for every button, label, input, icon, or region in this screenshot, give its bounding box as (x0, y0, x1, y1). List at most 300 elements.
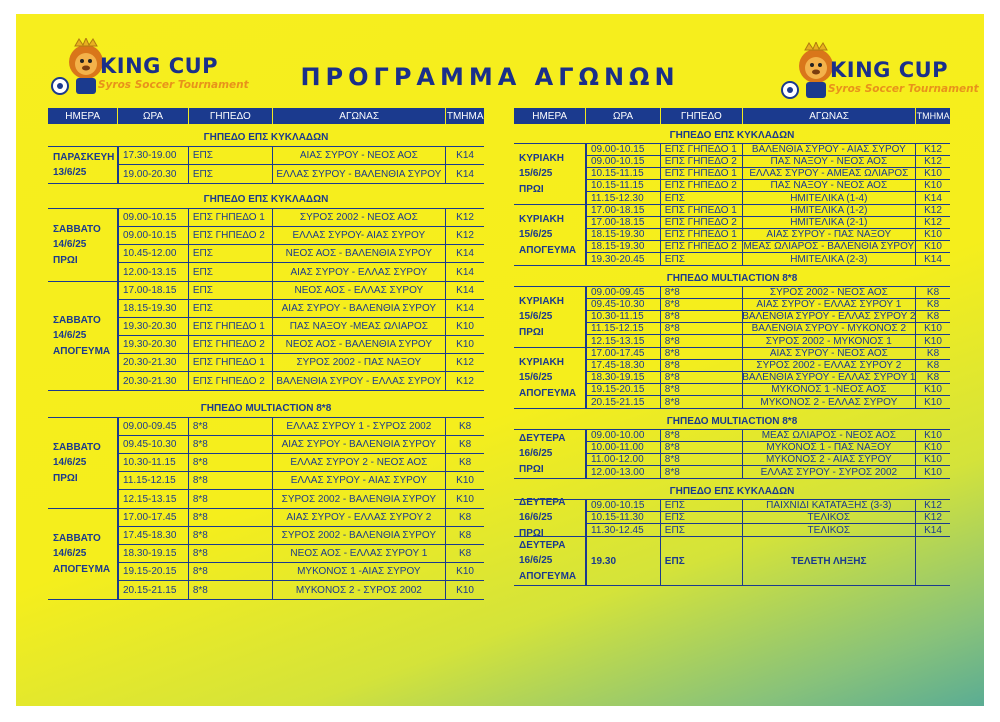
day-line: 14/6/25 (53, 548, 87, 560)
field-cell: 8*8 (189, 490, 273, 508)
field-cell: ΕΠΣ (661, 500, 743, 511)
division-cell: Κ10 (924, 229, 942, 240)
division-cell: Κ10 (456, 584, 474, 596)
time-cell: 20.30-21.30 (119, 354, 189, 371)
division-cell: Κ8 (926, 299, 940, 310)
match-rows (586, 348, 950, 408)
match-rows (586, 430, 950, 478)
day-block (48, 509, 484, 600)
division-cell: Κ14 (924, 524, 942, 536)
time-cell: 09.45-10.30 (119, 436, 189, 453)
division-cell: Κ8 (458, 439, 472, 450)
match-row (586, 205, 950, 217)
table-header (514, 108, 950, 124)
day-cell (48, 509, 118, 599)
match-row (586, 348, 950, 360)
day-cell (48, 418, 118, 508)
match-row (118, 581, 484, 599)
match-cell: ΕΛΛΑΣ ΣΥΡΟΥ - ΑΙΑΣ ΣΥΡΟΥ (273, 472, 447, 489)
day-cell (514, 144, 586, 204)
match-row (586, 430, 950, 442)
division-cell: Κ12 (456, 357, 474, 368)
division-cell: Κ12 (924, 144, 942, 155)
day-line: ΠΡΩΙ (519, 183, 544, 195)
right-margin (984, 0, 1000, 722)
day-line: 15/6/25 (519, 168, 553, 180)
day-line: ΑΠΟΓΕΥΜΑ (519, 244, 577, 256)
match-cell: ΜΕΑΣ ΩΛΙΑΡΟΣ - ΒΑΛΕΝΘΙΑ ΣΥΡΟΥ (743, 241, 915, 252)
match-cell: ΜΥΚΟΝΟΣ 2 - ΣΥΡΟΣ 2002 (273, 581, 447, 599)
division-cell: Κ8 (458, 421, 472, 432)
match-cell: ΕΛΛΑΣ ΣΥΡΟΥ - ΑΜΕΑΣ ΩΛΙΑΡΟΣ (743, 168, 917, 179)
match-row (586, 192, 950, 204)
day-line: ΠΡΩΙ (519, 463, 544, 475)
day-cell (514, 537, 586, 585)
field-cell: 8*8 (661, 454, 743, 465)
match-cell: ΣΥΡΟΣ 2002 - ΝΕΟΣ ΑΟΣ (743, 287, 917, 298)
day-line: ΑΠΟΓΕΥΜΑ (519, 387, 577, 399)
field-cell: ΕΠΣ ΓΗΠΕΔΟ 2 (661, 156, 743, 167)
match-cell: ΕΛΛΑΣ ΣΥΡΟΥ 2 - ΝΕΟΣ ΑΟΣ (273, 454, 447, 471)
left-schedule-table (48, 108, 484, 600)
match-row (118, 165, 484, 183)
time-cell: 09.00-10.15 (587, 156, 661, 167)
day-line: ΠΑΡΑΣΚΕΥΗ (53, 151, 115, 163)
match-row (118, 245, 484, 263)
division-cell: Κ12 (924, 500, 942, 511)
time-cell: 10.45-12.00 (119, 245, 189, 262)
header-match: ΑΓΩΝΑΣ (743, 108, 916, 124)
logo-title: KING CUP (830, 58, 949, 82)
day-line: ΣΑΒΒΑΤΟ (53, 441, 101, 453)
logo-subtitle: Syros Soccer Tournament (98, 79, 249, 91)
match-cell: ΝΕΟΣ ΑΟΣ - ΒΑΛΕΝΘΙΑ ΣΥΡΟΥ (273, 245, 447, 262)
section-title: ΓΗΠΕΔΟ MULTIACTION 8*8 (514, 415, 950, 430)
field-cell: ΕΠΣ (661, 537, 743, 585)
day-line: ΚΥΡΙΑΚΗ (519, 295, 565, 307)
field-cell: ΕΠΣ ΓΗΠΕΔΟ 1 (661, 144, 743, 155)
division-cell: Κ8 (926, 348, 940, 359)
match-rows (586, 287, 950, 347)
division-cell: Κ10 (456, 493, 474, 505)
match-row (118, 209, 484, 227)
field-cell: ΕΠΣ (189, 245, 273, 262)
division-cell: Κ10 (924, 466, 942, 478)
header-division: ΤΜΗΜΑ (916, 111, 950, 121)
time-cell: 18.30-19.15 (119, 545, 189, 562)
match-row (118, 336, 484, 354)
match-cell: ΗΜΙΤΕΛΙΚΑ (2-1) (743, 217, 917, 228)
field-cell: 8*8 (661, 430, 743, 441)
logo-title: KING CUP (100, 54, 219, 78)
day-line: ΚΥΡΙΑΚΗ (519, 152, 565, 164)
field-cell: 8*8 (661, 396, 743, 408)
match-row (118, 263, 484, 281)
division-cell: Κ12 (456, 230, 474, 241)
match-cell: ΗΜΙΤΕΛΙΚΑ (2-3) (743, 253, 917, 265)
time-cell: 10.15-11.30 (587, 512, 661, 523)
day-line: ΔΕΥΤΕΡΑ (519, 496, 566, 508)
day-cell (514, 496, 586, 539)
field-cell: ΕΠΣ (189, 165, 273, 183)
day-line: ΚΥΡΙΑΚΗ (519, 356, 565, 368)
time-cell: 18.15-19.30 (119, 300, 189, 317)
time-cell: 10.00-11.00 (587, 442, 661, 453)
division-cell: Κ14 (456, 266, 474, 278)
field-cell: 8*8 (661, 287, 743, 298)
match-cell: ΒΑΛΕΝΘΙΑ ΣΥΡΟΥ - ΕΛΛΑΣ ΣΥΡΟΥ (273, 372, 447, 390)
day-block (514, 144, 950, 205)
match-cell: ΣΥΡΟΣ 2002 - ΒΑΛΕΝΘΙΑ ΣΥΡΟΥ (273, 490, 447, 508)
section-title: ΓΗΠΕΔΟ ΕΠΣ ΚΥΚΛΑΔΩΝ (514, 485, 950, 500)
match-cell: ΝΕΟΣ ΑΟΣ - ΕΛΛΑΣ ΣΥΡΟΥ (273, 282, 447, 299)
division-cell: Κ14 (456, 150, 474, 161)
match-cell: ΑΙΑΣ ΣΥΡΟΥ - ΒΑΛΕΝΘΙΑ ΣΥΡΟΥ (273, 436, 447, 453)
field-cell: ΕΠΣ (661, 524, 743, 536)
match-rows (118, 147, 484, 183)
match-rows (586, 205, 950, 265)
day-line: 14/6/25 (53, 239, 87, 251)
match-row (586, 396, 950, 408)
field-cell: 8*8 (189, 436, 273, 453)
division-cell: Κ12 (924, 156, 942, 167)
match-row (118, 509, 484, 527)
field-cell: ΕΠΣ ΓΗΠΕΔΟ 2 (661, 180, 743, 191)
day-line: ΑΠΟΓΕΥΜΑ (53, 563, 111, 575)
time-cell: 09.00-10.15 (587, 144, 661, 155)
match-cell: ΠΑΣ ΝΑΞΟΥ -ΜΕΑΣ ΩΛΙΑΡΟΣ (273, 318, 447, 335)
match-cell: ΑΙΑΣ ΣΥΡΟΥ - ΒΑΛΕΝΘΙΑ ΣΥΡΟΥ (273, 300, 447, 317)
time-cell: 20.15-21.15 (587, 396, 661, 408)
match-cell: ΜΕΑΣ ΩΛΙΑΡΟΣ - ΝΕΟΣ ΑΟΣ (743, 430, 917, 441)
day-block (514, 496, 950, 539)
match-cell: ΒΑΛΕΝΘΙΑ ΣΥΡΟΥ - ΜΥΚΟΝΟΣ 2 (743, 323, 917, 334)
match-cell: ΕΛΛΑΣ ΣΥΡΟΥ - ΣΥΡΟΣ 2002 (743, 466, 917, 478)
day-cell (514, 287, 586, 347)
division-cell: Κ10 (924, 442, 942, 453)
match-cell: ΕΛΛΑΣ ΣΥΡΟΥ 1 - ΣΥΡΟΣ 2002 (273, 418, 447, 435)
division-cell: Κ12 (456, 212, 474, 223)
day-block (514, 537, 950, 586)
field-cell: ΕΠΣ ΓΗΠΕΔΟ 1 (189, 209, 273, 226)
field-cell: 8*8 (661, 372, 743, 383)
day-line: 16/6/25 (519, 448, 553, 460)
logo-subtitle: Syros Soccer Tournament (828, 83, 979, 95)
match-cell: ΕΛΛΑΣ ΣΥΡΟΥ- ΑΙΑΣ ΣΥΡΟΥ (273, 227, 447, 244)
match-row (118, 454, 484, 472)
day-line: ΠΡΩΙ (53, 472, 78, 484)
field-cell: ΕΠΣ (189, 282, 273, 299)
time-cell: 12.15-13.15 (119, 490, 189, 508)
time-cell: 18.30-19.15 (587, 372, 661, 383)
day-cell (48, 282, 118, 390)
match-cell: ΑΙΑΣ ΣΥΡΟΥ - ΠΑΣ ΝΑΞΟΥ (743, 229, 917, 240)
match-cell: ΣΥΡΟΣ 2002 - ΒΑΛΕΝΘΙΑ ΣΥΡΟΥ (273, 527, 447, 544)
match-row (586, 524, 950, 536)
header-day: ΗΜΕΡΑ (48, 108, 118, 124)
day-line: ΑΠΟΓΕΥΜΑ (53, 345, 111, 357)
match-row (586, 323, 950, 335)
field-cell: ΕΠΣ (189, 263, 273, 281)
match-cell: ΗΜΙΤΕΛΙΚΑ (1-4) (743, 192, 917, 204)
division-cell: Κ10 (924, 430, 942, 441)
match-row (586, 217, 950, 229)
field-cell: 8*8 (189, 563, 273, 580)
match-cell: ΒΑΛΕΝΘΙΑ ΣΥΡΟΥ - ΑΙΑΣ ΣΥΡΟΥ (743, 144, 917, 155)
match-cell: ΣΥΡΟΣ 2002 - ΕΛΛΑΣ ΣΥΡΟΥ 2 (743, 360, 917, 371)
time-cell: 12.00-13.00 (587, 466, 661, 478)
match-rows (586, 537, 950, 585)
field-cell: 8*8 (189, 454, 273, 471)
match-row (118, 372, 484, 390)
match-cell: ΜΥΚΟΝΟΣ 2 - ΕΛΛΑΣ ΣΥΡΟΥ (743, 396, 917, 408)
field-cell: 8*8 (661, 311, 743, 322)
day-cell (48, 209, 118, 281)
time-cell: 09.00-10.15 (119, 227, 189, 244)
division-cell: Κ14 (456, 285, 474, 296)
section-title: ΓΗΠΕΔΟ ΕΠΣ ΚΥΚΛΑΔΩΝ (48, 192, 484, 209)
match-cell: ΑΙΑΣ ΣΥΡΟΥ - ΕΛΛΑΣ ΣΥΡΟΥ 2 (273, 509, 447, 526)
division-cell: Κ10 (924, 180, 942, 191)
time-cell: 17.30-19.00 (119, 147, 189, 164)
match-row (586, 384, 950, 396)
header-division: ΤΜΗΜΑ (446, 110, 484, 122)
time-cell: 17.45-18.30 (587, 360, 661, 371)
field-cell: 8*8 (661, 384, 743, 395)
match-rows (118, 282, 484, 390)
time-cell: 10.15-11.15 (587, 168, 661, 179)
field-cell: ΕΠΣ ΓΗΠΕΔΟ 2 (661, 217, 743, 228)
time-cell: 10.15-11.15 (587, 180, 661, 191)
time-cell: 18.15-19.30 (587, 229, 661, 240)
time-cell: 17.00-18.15 (587, 217, 661, 228)
match-row (586, 372, 950, 384)
time-cell: 17.45-18.30 (119, 527, 189, 544)
day-line: 16/6/25 (519, 555, 553, 567)
division-cell: Κ10 (924, 168, 942, 179)
match-row (118, 472, 484, 490)
match-rows (118, 209, 484, 281)
field-cell: ΕΠΣ ΓΗΠΕΔΟ 2 (189, 227, 273, 244)
field-cell: 8*8 (661, 348, 743, 359)
header-day: ΗΜΕΡΑ (514, 108, 586, 124)
section-title: ΓΗΠΕΔΟ MULTIACTION 8*8 (48, 401, 484, 418)
field-cell: ΕΠΣ (661, 192, 743, 204)
day-cell (514, 430, 586, 478)
time-cell: 11.15-12.15 (119, 472, 189, 489)
time-cell: 19.30-20.45 (587, 253, 661, 265)
division-cell: Κ8 (926, 287, 940, 298)
match-row (586, 241, 950, 253)
page-title: ΠΡΟΓΡΑΜΜΑ ΑΓΩΝΩΝ (300, 63, 680, 91)
match-cell: ΣΥΡΟΣ 2002 - ΝΕΟΣ ΑΟΣ (273, 209, 447, 226)
day-block (48, 418, 484, 509)
match-row (118, 282, 484, 300)
field-cell: ΕΠΣ ΓΗΠΕΔΟ 1 (189, 318, 273, 335)
match-row (586, 287, 950, 299)
time-cell: 17.00-17.45 (119, 509, 189, 526)
time-cell: 12.15-13.15 (587, 335, 661, 347)
match-cell: ΜΥΚΟΝΟΣ 1 -ΝΕΟΣ ΑΟΣ (743, 384, 917, 395)
match-cell: ΠΑΙΧΝΙΔΙ ΚΑΤΑΤΑΞΗΣ (3-3) (743, 500, 917, 511)
time-cell: 20.15-21.15 (119, 581, 189, 599)
match-rows (118, 418, 484, 508)
day-line: 13/6/25 (53, 167, 87, 178)
match-cell: ΣΥΡΟΣ 2002 - ΜΥΚΟΝΟΣ 1 (743, 335, 917, 347)
time-cell: 12.00-13.15 (119, 263, 189, 281)
section-title: ΓΗΠΕΔΟ ΕΠΣ ΚΥΚΛΑΔΩΝ (48, 130, 484, 147)
field-cell: 8*8 (189, 581, 273, 599)
time-cell: 19.15-20.15 (587, 384, 661, 395)
match-cell: ΜΥΚΟΝΟΣ 1 -ΑΙΑΣ ΣΥΡΟΥ (273, 563, 447, 580)
top-margin (0, 0, 1000, 14)
time-cell: 17.00-17.45 (587, 348, 661, 359)
division-cell (916, 537, 950, 585)
time-cell: 09.00-10.15 (119, 209, 189, 226)
time-cell: 11.00-12.00 (587, 454, 661, 465)
day-line: ΣΑΒΒΑΤΟ (53, 314, 101, 326)
king-cup-logo-right (778, 42, 979, 108)
match-row (118, 436, 484, 454)
day-cell (48, 147, 118, 183)
division-cell: Κ8 (458, 457, 472, 468)
day-cell (514, 348, 586, 408)
match-cell: ΤΕΛΕΤΗ ΛΗΞΗΣ (743, 537, 917, 585)
day-line: 14/6/25 (53, 457, 87, 469)
field-cell: 8*8 (661, 299, 743, 310)
day-block (48, 147, 484, 184)
division-cell: Κ10 (924, 396, 942, 408)
match-cell: ΑΙΑΣ ΣΥΡΟΥ - ΕΛΛΑΣ ΣΥΡΟΥ 1 (743, 299, 917, 310)
division-cell: Κ10 (924, 384, 942, 395)
field-cell: ΕΠΣ ΓΗΠΕΔΟ 1 (661, 168, 743, 179)
field-cell: 8*8 (661, 335, 743, 347)
match-row (586, 299, 950, 311)
match-cell: ΤΕΛΙΚΟΣ (743, 524, 917, 536)
day-line: ΔΕΥΤΕΡΑ (519, 539, 566, 551)
match-cell: ΜΥΚΟΝΟΣ 2 - ΑΙΑΣ ΣΥΡΟΥ (743, 454, 917, 465)
division-cell: Κ12 (924, 217, 942, 228)
day-line: ΔΕΥΤΕΡΑ (519, 432, 566, 444)
match-rows (586, 144, 950, 204)
match-row (586, 168, 950, 180)
match-row (118, 354, 484, 372)
day-line: ΑΠΟΓΕΥΜΑ (519, 570, 577, 582)
match-row (118, 318, 484, 336)
field-cell: ΕΠΣ (189, 300, 273, 317)
match-row (118, 490, 484, 508)
right-schedule-table (514, 108, 950, 586)
match-cell: ΑΙΑΣ ΣΥΡΟΥ - ΝΕΟΣ ΑΟΣ (743, 348, 917, 359)
time-cell: 19.00-20.30 (119, 165, 189, 183)
left-margin (0, 0, 16, 722)
division-cell: Κ10 (924, 323, 942, 334)
field-cell: 8*8 (189, 509, 273, 526)
field-cell: 8*8 (189, 472, 273, 489)
division-cell: Κ8 (458, 548, 472, 559)
header-time: ΩΡΑ (118, 108, 188, 124)
bottom-margin (0, 706, 1000, 722)
time-cell: 10.30-11.15 (587, 311, 661, 322)
division-cell: Κ10 (456, 339, 474, 350)
match-row (586, 512, 950, 524)
king-cup-logo-left (48, 38, 249, 104)
match-rows (118, 509, 484, 599)
division-cell: Κ14 (456, 248, 474, 259)
time-cell: 17.00-18.15 (587, 205, 661, 216)
match-row (118, 300, 484, 318)
time-cell: 11.30-12.45 (587, 524, 661, 536)
match-row (586, 144, 950, 156)
division-cell: Κ8 (926, 311, 940, 322)
division-cell: Κ12 (924, 512, 942, 523)
match-cell: ΝΕΟΣ ΑΟΣ - ΕΛΛΑΣ ΣΥΡΟΥ 1 (273, 545, 447, 562)
field-cell: 8*8 (661, 323, 743, 334)
time-cell: 17.00-18.15 (119, 282, 189, 299)
section-title: ΓΗΠΕΔΟ MULTIACTION 8*8 (514, 272, 950, 287)
day-block (514, 205, 950, 266)
time-cell: 19.30 (587, 537, 661, 585)
match-row (586, 180, 950, 192)
match-row (118, 227, 484, 245)
match-cell: ΕΛΛΑΣ ΣΥΡΟΥ - ΒΑΛΕΝΘΙΑ ΣΥΡΟΥ (273, 165, 447, 183)
match-row (586, 253, 950, 265)
field-cell: 8*8 (661, 466, 743, 478)
time-cell: 11.15-12.15 (587, 323, 661, 334)
day-block (514, 430, 950, 479)
day-line: 15/6/25 (519, 311, 553, 323)
field-cell: ΕΠΣ (661, 253, 743, 265)
match-cell: ΣΥΡΟΣ 2002 - ΠΑΣ ΝΑΞΟΥ (273, 354, 447, 371)
header-match: ΑΓΩΝΑΣ (273, 108, 446, 124)
match-row (586, 335, 950, 347)
match-cell: ΑΙΑΣ ΣΥΡΟΥ - ΝΕΟΣ ΑΟΣ (273, 147, 447, 164)
match-row (118, 545, 484, 563)
header-time: ΩΡΑ (586, 108, 660, 124)
division-cell: Κ10 (924, 241, 942, 252)
day-block (514, 287, 950, 348)
day-line: 15/6/25 (519, 229, 553, 241)
match-cell: ΝΕΟΣ ΑΟΣ - ΒΑΛΕΝΘΙΑ ΣΥΡΟΥ (273, 336, 447, 353)
time-cell: 19.30-20.30 (119, 336, 189, 353)
day-block (48, 282, 484, 391)
table-header (48, 108, 484, 124)
field-cell: 8*8 (189, 418, 273, 435)
division-cell: Κ12 (456, 375, 474, 387)
match-row (586, 156, 950, 168)
time-cell: 09.00-10.00 (587, 430, 661, 441)
division-cell: Κ14 (456, 168, 474, 180)
match-row (586, 500, 950, 512)
time-cell: 09.00-09.45 (587, 287, 661, 298)
match-rows (586, 500, 950, 536)
match-row (586, 360, 950, 372)
match-row (118, 527, 484, 545)
match-cell: ΠΑΣ ΝΑΞΟΥ - ΝΕΟΣ ΑΟΣ (743, 156, 917, 167)
time-cell: 09.45-10.30 (587, 299, 661, 310)
day-line: ΠΡΩΙ (519, 326, 544, 338)
match-row (118, 563, 484, 581)
match-row (118, 418, 484, 436)
field-cell: 8*8 (189, 545, 273, 562)
match-cell: ΜΥΚΟΝΟΣ 1 - ΠΑΣ ΝΑΞΟΥ (743, 442, 917, 453)
day-block (514, 348, 950, 409)
match-row (586, 537, 950, 585)
field-cell: ΕΠΣ (661, 512, 743, 523)
field-cell: 8*8 (661, 442, 743, 453)
match-row (586, 311, 950, 323)
time-cell: 20.30-21.30 (119, 372, 189, 390)
